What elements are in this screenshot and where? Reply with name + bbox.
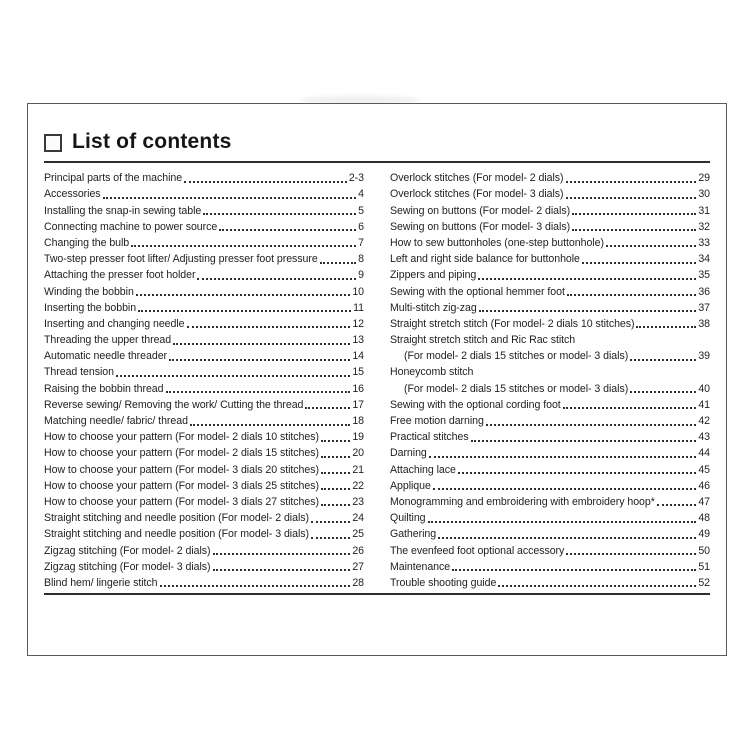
toc-entry-page: 39 bbox=[698, 350, 710, 363]
toc-entry bbox=[390, 575, 710, 591]
toc-entry-label: Attaching the presser foot holder bbox=[44, 269, 196, 282]
toc-entry bbox=[390, 186, 710, 202]
toc-entry-page: 45 bbox=[698, 463, 710, 476]
dot-leader bbox=[138, 310, 351, 312]
toc-entry-page: 15 bbox=[352, 366, 364, 379]
dot-leader bbox=[131, 245, 356, 247]
toc-entry-page: 38 bbox=[698, 317, 710, 330]
dot-leader bbox=[213, 553, 351, 555]
toc-entry-label: Winding the bobbin bbox=[44, 285, 134, 298]
dot-leader bbox=[471, 440, 697, 442]
toc-entry-page: 18 bbox=[352, 415, 364, 427]
toc-entry bbox=[390, 445, 710, 461]
toc-entry bbox=[390, 251, 710, 267]
dot-leader bbox=[438, 537, 696, 539]
toc-entry bbox=[44, 332, 364, 348]
toc-entry bbox=[44, 300, 364, 316]
toc-entry bbox=[390, 559, 710, 575]
toc-entry-label: Sewing with the optional hemmer foot bbox=[390, 285, 565, 298]
toc-entry-label: How to choose your pattern (For model- 3 dials 27 stitches) bbox=[44, 495, 319, 508]
toc-entry-page: 25 bbox=[352, 528, 364, 541]
toc-entry bbox=[44, 542, 364, 558]
toc-entry-label: Practical stitches bbox=[390, 431, 469, 444]
toc-entry bbox=[44, 219, 364, 235]
toc-entry bbox=[44, 316, 364, 332]
dot-leader bbox=[321, 504, 350, 506]
toc-entry-label: Principal parts of the machine bbox=[44, 172, 183, 185]
toc-entry-label: How to choose your pattern (For model- 3 dials 25 stitches) bbox=[44, 479, 319, 492]
toc-entry-page: 10 bbox=[352, 285, 364, 298]
toc-entry bbox=[44, 478, 364, 494]
toc-entry-label: Straight stitching and needle position (For model- 2 dials) bbox=[44, 512, 309, 525]
toc-entry-label: Zippers and piping bbox=[390, 269, 477, 282]
toc-entry-label: Matching needle/ fabric/ thread bbox=[44, 415, 188, 427]
dot-leader bbox=[566, 197, 697, 199]
toc-entry bbox=[390, 526, 710, 542]
dot-leader bbox=[136, 294, 351, 296]
toc-entry-page: 11 bbox=[353, 301, 364, 314]
dot-leader bbox=[311, 521, 350, 523]
toc-entry-label: Threading the upper thread bbox=[44, 334, 172, 347]
toc-entry-page: 28 bbox=[352, 576, 364, 589]
dot-leader bbox=[197, 278, 356, 280]
toc-entry-page: 13 bbox=[352, 334, 364, 347]
dot-leader bbox=[169, 359, 350, 361]
toc-entry bbox=[44, 267, 364, 283]
dot-leader bbox=[630, 359, 696, 361]
toc-entry bbox=[44, 397, 364, 413]
dot-leader bbox=[582, 262, 696, 264]
dot-leader bbox=[184, 181, 347, 183]
toc-entry-label: Straight stretch stitch (For model- 2 dials 10 stitches) bbox=[390, 317, 635, 330]
toc-entry bbox=[390, 348, 710, 364]
toc-entry-page: 50 bbox=[698, 544, 710, 557]
toc-entry-page: 5 bbox=[358, 204, 364, 217]
toc-entry-page: 33 bbox=[698, 236, 710, 249]
dot-leader bbox=[479, 310, 697, 312]
toc-entry-label: Zigzag stitching (For model- 2 dials) bbox=[44, 544, 211, 557]
toc-entry-label: Honeycomb stitch bbox=[390, 366, 474, 379]
dot-leader bbox=[305, 407, 350, 409]
dot-leader bbox=[219, 229, 356, 231]
toc-entry bbox=[390, 380, 710, 396]
toc-entry-label: Trouble shooting guide bbox=[390, 576, 497, 589]
toc-entry-page: 8 bbox=[358, 253, 364, 266]
toc-entry-page: 43 bbox=[698, 431, 710, 444]
toc-entry-page: 35 bbox=[698, 269, 710, 282]
bottom-rule bbox=[44, 593, 710, 595]
toc-entry-page: 48 bbox=[698, 512, 710, 525]
dot-leader bbox=[428, 521, 697, 523]
toc-entry-label: The evenfeed foot optional accessory bbox=[390, 544, 565, 557]
dot-leader bbox=[657, 504, 697, 506]
toc-entry bbox=[44, 461, 364, 477]
toc-entry bbox=[390, 429, 710, 445]
toc-entry bbox=[44, 251, 364, 267]
toc-entry-label: Quilting bbox=[390, 512, 426, 525]
toc-entry bbox=[44, 170, 364, 186]
toc-entry bbox=[390, 170, 710, 186]
toc-entry-label: Reverse sewing/ Removing the work/ Cutting the thread bbox=[44, 398, 304, 411]
toc-entry bbox=[44, 348, 364, 364]
toc-entry-label: Straight stretch stitch and Ric Rac stitch bbox=[390, 334, 576, 347]
toc-entry-page: 9 bbox=[358, 269, 364, 282]
toc-entry bbox=[44, 445, 364, 461]
dot-leader bbox=[203, 213, 356, 215]
toc-entry bbox=[44, 510, 364, 526]
toc-entry-page: 7 bbox=[358, 236, 364, 249]
toc-entry-page: 51 bbox=[698, 560, 710, 573]
toc-entry-page: 6 bbox=[358, 220, 364, 233]
dot-leader bbox=[572, 229, 696, 231]
toc-entry-page: 40 bbox=[698, 382, 710, 395]
dot-leader bbox=[566, 553, 696, 555]
dot-leader bbox=[630, 391, 696, 393]
toc-entry bbox=[44, 202, 364, 218]
toc-entry-label: Sewing on buttons (For model- 3 dials) bbox=[390, 220, 571, 233]
toc-entry bbox=[44, 559, 364, 575]
toc-entry-label: How to choose your pattern (For model- 2 dials 10 stitches) bbox=[44, 431, 319, 444]
toc-column-left bbox=[44, 170, 364, 591]
toc-entry bbox=[44, 413, 364, 429]
toc-entry bbox=[44, 380, 364, 396]
toc-entry bbox=[390, 413, 710, 429]
dot-leader bbox=[321, 488, 350, 490]
toc-entry-label: Applique bbox=[390, 479, 431, 492]
toc-entry bbox=[44, 526, 364, 542]
dot-leader bbox=[478, 278, 696, 280]
dot-leader bbox=[321, 456, 350, 458]
toc-entry-label: Zigzag stitching (For model- 3 dials) bbox=[44, 560, 211, 573]
toc-entry-label: Inserting the bobbin bbox=[44, 301, 137, 314]
dot-leader bbox=[311, 537, 350, 539]
title-rule bbox=[44, 161, 710, 163]
dot-leader bbox=[567, 294, 696, 296]
toc-entry-label: Installing the snap-in sewing table bbox=[44, 204, 202, 217]
toc-entry-label: (For model- 2 dials 15 stitches or model- 3 dials) bbox=[404, 350, 629, 363]
toc-entry bbox=[44, 364, 364, 380]
toc-entry-page: 21 bbox=[352, 463, 364, 476]
toc-entry-page: 34 bbox=[698, 253, 710, 266]
toc-entry bbox=[390, 219, 710, 235]
toc-entry-page: 16 bbox=[352, 382, 364, 395]
dot-leader bbox=[498, 585, 696, 587]
dot-leader bbox=[458, 472, 696, 474]
toc-entry-label: Sewing on buttons (For model- 2 dials) bbox=[390, 204, 571, 217]
toc-entry-page: 27 bbox=[352, 560, 364, 573]
toc-entry-page: 42 bbox=[698, 415, 710, 427]
toc-entry-label: Two-step presser foot lifter/ Adjusting presser foot pressure bbox=[44, 253, 318, 266]
dot-leader bbox=[321, 472, 350, 474]
toc-entry bbox=[390, 510, 710, 526]
dot-leader bbox=[190, 424, 350, 426]
toc-entry-page: 2-3 bbox=[348, 172, 364, 185]
dot-leader bbox=[486, 424, 696, 426]
toc-entry-page: 52 bbox=[698, 576, 710, 589]
toc-entry bbox=[44, 575, 364, 591]
contents-page bbox=[27, 103, 727, 656]
toc-entry bbox=[390, 478, 710, 494]
dot-leader bbox=[433, 488, 696, 490]
toc-entry-label: Darning bbox=[390, 447, 427, 460]
toc-entry-label: Left and right side balance for buttonhole bbox=[390, 253, 580, 266]
toc-entry bbox=[390, 332, 710, 348]
toc-entry-label: Maintenance bbox=[390, 560, 451, 573]
toc-entry-label: Overlock stitches (For model- 2 dials) bbox=[390, 172, 564, 185]
toc-entry-page: 17 bbox=[352, 398, 364, 411]
toc-entry-label: Accessories bbox=[44, 188, 101, 201]
toc-entry bbox=[44, 186, 364, 202]
toc-entry bbox=[44, 494, 364, 510]
toc-entry-page: 31 bbox=[698, 204, 710, 217]
toc-entry bbox=[390, 300, 710, 316]
toc-entry-label: (For model- 2 dials 15 stitches or model- 3 dials) bbox=[404, 382, 629, 395]
toc-entry bbox=[390, 397, 710, 413]
toc-entry-label: Straight stitching and needle position (For model- 3 dials) bbox=[44, 528, 309, 541]
toc-entry bbox=[44, 429, 364, 445]
toc-entry-page: 20 bbox=[352, 447, 364, 460]
toc-entry-page: 37 bbox=[698, 301, 710, 314]
toc-entry bbox=[390, 461, 710, 477]
toc-entry-label: Thread tension bbox=[44, 366, 114, 379]
toc-entry-page: 49 bbox=[698, 528, 710, 541]
dot-leader bbox=[103, 197, 357, 199]
toc-entry-label: Blind hem/ lingerie stitch bbox=[44, 576, 158, 589]
dot-leader bbox=[452, 569, 696, 571]
toc-entry-page: 22 bbox=[352, 479, 364, 492]
toc-entry-label: Raising the bobbin thread bbox=[44, 382, 164, 395]
toc-entry-page: 46 bbox=[698, 479, 710, 492]
toc-entry bbox=[390, 283, 710, 299]
toc-columns bbox=[44, 170, 710, 591]
toc-entry-page: 12 bbox=[352, 317, 364, 330]
toc-entry-label: Changing the bulb bbox=[44, 236, 130, 249]
toc-column-right bbox=[390, 170, 710, 591]
toc-entry-page: 47 bbox=[698, 495, 710, 508]
checkbox-square-icon bbox=[44, 134, 62, 152]
toc-entry-page: 41 bbox=[698, 398, 710, 411]
toc-entry bbox=[390, 267, 710, 283]
toc-entry-page: 44 bbox=[698, 447, 710, 460]
toc-entry-page: 36 bbox=[698, 285, 710, 298]
dot-leader bbox=[320, 262, 356, 264]
title-row bbox=[44, 130, 710, 154]
toc-entry-page: 32 bbox=[698, 220, 710, 233]
toc-entry-page: 4 bbox=[358, 188, 364, 201]
toc-entry-label: How to choose your pattern (For model- 2 dials 15 stitches) bbox=[44, 447, 319, 460]
dot-leader bbox=[213, 569, 351, 571]
toc-entry-page: 29 bbox=[698, 172, 710, 185]
toc-entry-label: Multi-stitch zig-zag bbox=[390, 301, 477, 314]
toc-entry bbox=[390, 364, 710, 380]
toc-entry-page: 19 bbox=[352, 431, 364, 444]
toc-entry-label: Overlock stitches (For model- 3 dials) bbox=[390, 188, 564, 201]
dot-leader bbox=[116, 375, 350, 377]
dot-leader bbox=[321, 440, 350, 442]
dot-leader bbox=[563, 407, 697, 409]
toc-entry bbox=[44, 235, 364, 251]
dot-leader bbox=[572, 213, 696, 215]
dot-leader bbox=[173, 343, 350, 345]
toc-entry-page: 26 bbox=[352, 544, 364, 557]
toc-entry bbox=[390, 316, 710, 332]
toc-entry-label: Free motion darning bbox=[390, 415, 484, 427]
toc-entry bbox=[390, 202, 710, 218]
dot-leader bbox=[636, 326, 696, 328]
toc-entry bbox=[390, 494, 710, 510]
toc-entry-page: 23 bbox=[352, 495, 364, 508]
toc-entry-label: Sewing with the optional cording foot bbox=[390, 398, 561, 411]
dot-leader bbox=[566, 181, 697, 183]
toc-entry-label: How to choose your pattern (For model- 3 dials 20 stitches) bbox=[44, 463, 319, 476]
toc-entry-label: Inserting and changing needle bbox=[44, 317, 185, 330]
toc-entry bbox=[390, 235, 710, 251]
toc-entry-label: Gathering bbox=[390, 528, 437, 541]
toc-entry-label: Connecting machine to power source bbox=[44, 220, 218, 233]
dot-leader bbox=[166, 391, 351, 393]
dot-leader bbox=[429, 456, 697, 458]
page-title: List of contents bbox=[72, 130, 232, 153]
toc-entry-page: 24 bbox=[352, 512, 364, 525]
toc-entry-label: Automatic needle threader bbox=[44, 350, 168, 363]
toc-entry-page: 30 bbox=[698, 188, 710, 201]
toc-entry bbox=[390, 542, 710, 558]
toc-entry bbox=[44, 283, 364, 299]
toc-entry-label: How to sew buttonholes (one-step buttonhole) bbox=[390, 236, 604, 249]
toc-entry-label: Monogramming and embroidering with embroidery hoop* bbox=[390, 495, 655, 508]
toc-entry-page: 14 bbox=[352, 350, 364, 363]
toc-entry-label: Attaching lace bbox=[390, 463, 456, 476]
dot-leader bbox=[187, 326, 351, 328]
dot-leader bbox=[160, 585, 351, 587]
dot-leader bbox=[606, 245, 696, 247]
